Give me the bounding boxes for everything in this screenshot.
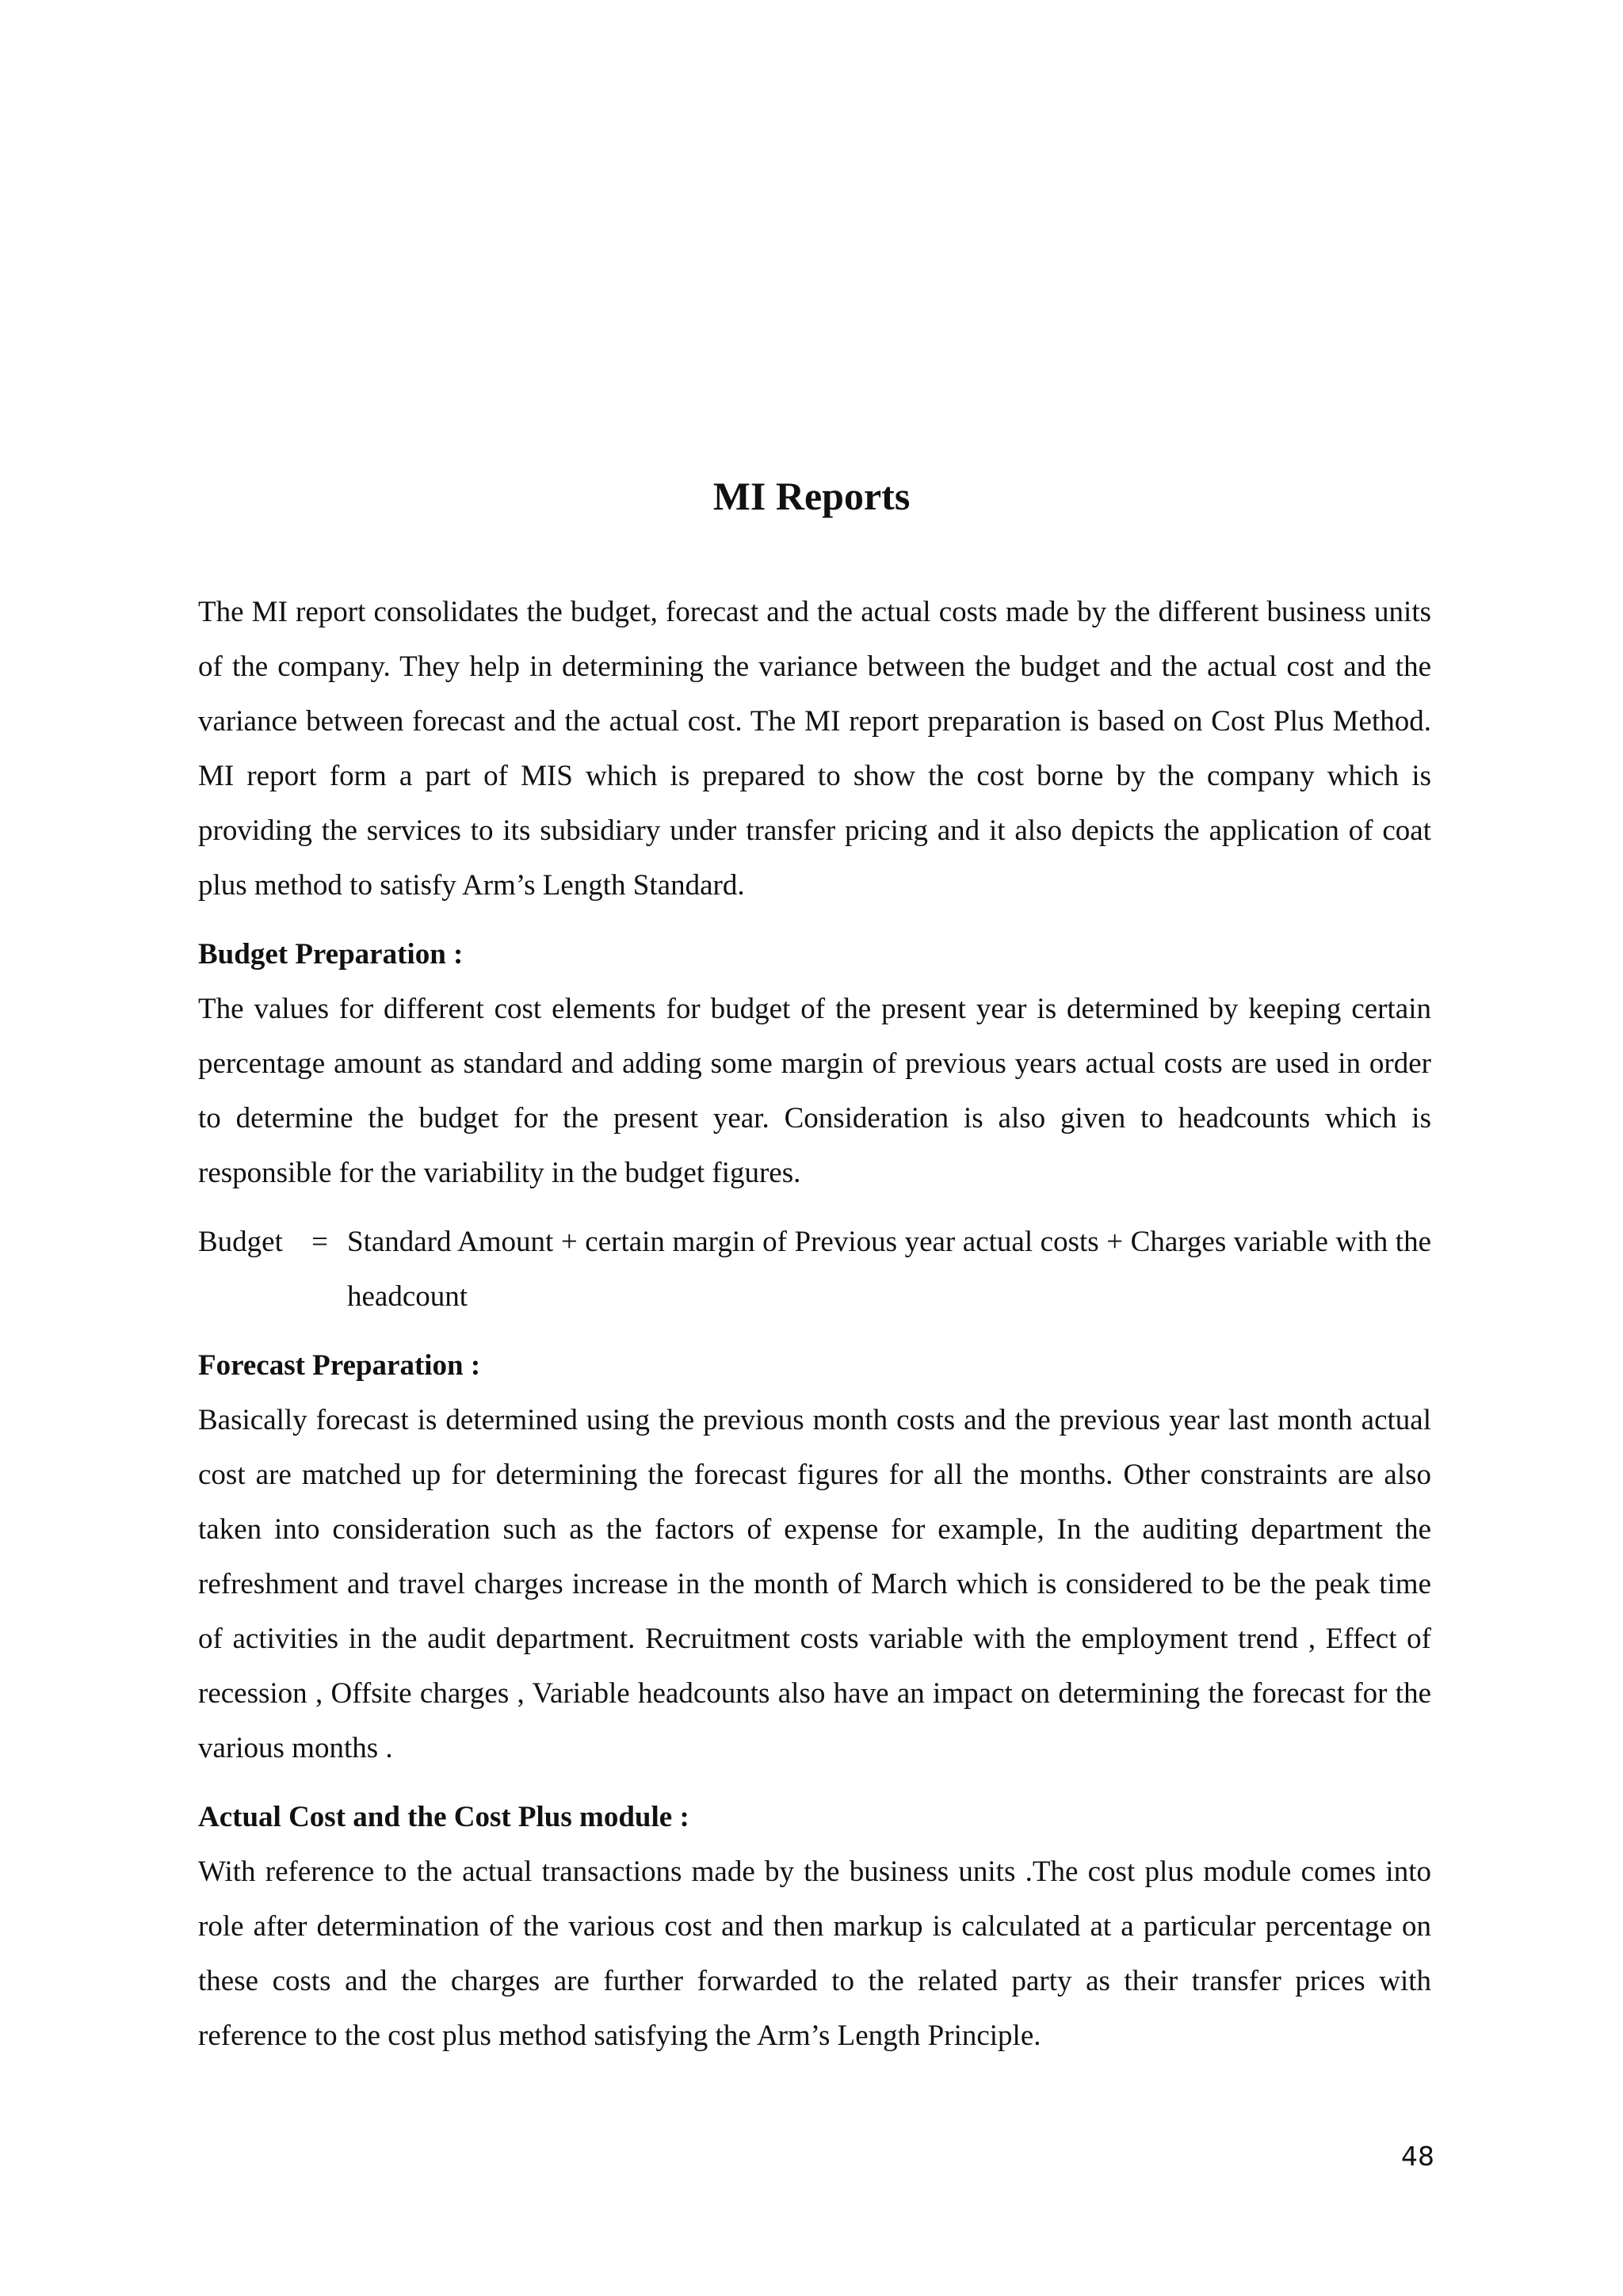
- intro-paragraph: The MI report consolidates the budget, forecast and the actual costs made by the different business units of the company. They help in determining the variance between the budget and the actual cost and the variance between forecast and the actual cost. The MI report preparation is based on Cost Plus Method. MI report form a part of MIS which is prepared to show the cost borne by the company which is providing the services to its subsidiary under transfer pricing and it also depicts the application of coat plus method to satisfy Arm’s Length Standard.: [198, 596, 1431, 902]
- budget-formula-rhs: Standard Amount + certain margin of Previous year actual costs + Charges variable with the headcount: [347, 1226, 1431, 1313]
- page-number: 48: [1401, 2141, 1434, 2172]
- budget-preparation-paragraph: The values for different cost elements for budget of the present year is determined by keeping certain percentage amount as standard and adding some margin of previous years actual costs are used in order to determine the budget for the present year. Consideration is also given to headcounts which is responsible for the variability in the budget figures.: [198, 993, 1431, 1189]
- budget-formula-label: Budget: [198, 1226, 283, 1258]
- budget-formula-lhs: [198, 1215, 347, 1324]
- budget-formula-equals: =: [311, 1226, 328, 1258]
- actual-cost-paragraph: With reference to the actual transactions made by the business units .The cost plus module comes into role after determination of the various cost and then markup is calculated at a particular percentage on these costs and the charges are further forwarded to the related party as their transfer prices with reference to the cost plus method satisfying the Arm’s Length Principle.: [198, 1855, 1431, 2052]
- forecast-preparation-paragraph: Basically forecast is determined using the previous month costs and the previous year last month actual cost are matched up for determining the forecast figures for all the months. Other constraints are also taken into consideration such as the factors of expense for example, In the auditing department the refreshment and travel charges increase in the month of March which is considered to be the peak time of activities in the audit department. Recruitment costs variable with the employment trend , Effect of recession , Offsite charges , Variable headcounts also have an impact on determining the forecast for the various months .: [198, 1404, 1431, 1764]
- forecast-preparation-heading: Forecast Preparation :: [198, 1349, 481, 1382]
- page-body: [198, 585, 1431, 2063]
- actual-cost-heading: Actual Cost and the Cost Plus module :: [198, 1801, 689, 1833]
- budget-formula: [198, 1215, 1431, 1324]
- budget-preparation-heading: Budget Preparation :: [198, 938, 464, 971]
- page-title: MI Reports: [712, 474, 911, 518]
